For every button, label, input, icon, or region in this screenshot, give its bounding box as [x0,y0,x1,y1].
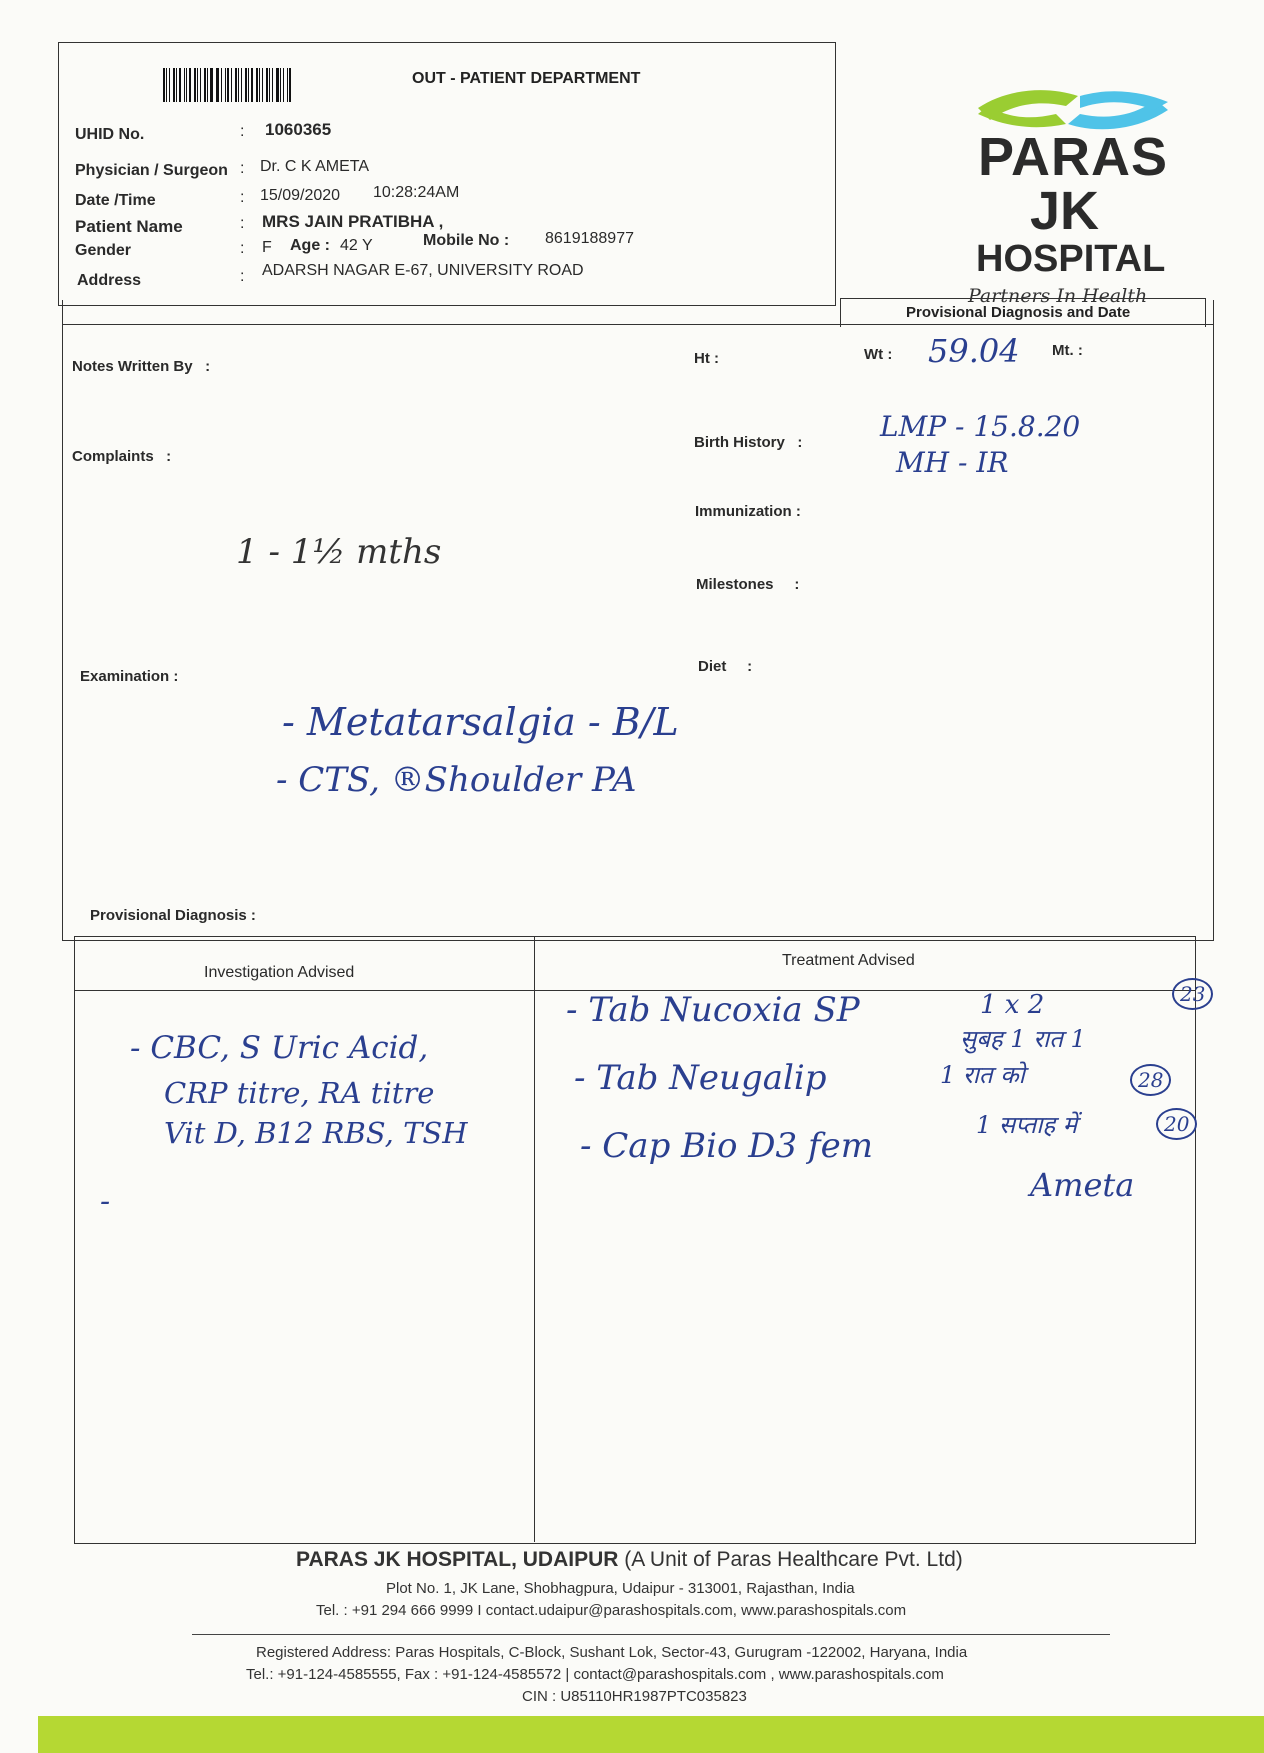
handwritten-investigation-3: Vit D, B12 RBS, TSH [164,1116,468,1150]
gender-label: Gender [75,242,132,259]
handwritten-treatment-3-hindi: 1 सप्ताह में [976,1111,1078,1139]
barcode-bar [227,68,229,102]
logo-tagline: Partners In Health [968,285,1148,307]
footer-title-rest: (A Unit of Paras Healthcare Pvt. Ltd) [618,1548,963,1571]
handwritten-complaint: 1 - 1½ mths [236,532,442,572]
barcode-bar [207,68,208,102]
mt-label: Mt. : [1052,342,1083,359]
handwritten-treatment-1-dose: 1 x 2 [980,990,1045,1020]
colon: : [240,189,245,206]
footer-registered: Registered Address: Paras Hospitals, C-Block, Sushant Lok, Sector-43, Gurugram -122002, Haryana, India [256,1644,968,1661]
patient-name-label: Patient Name [75,217,183,236]
barcode-bar [225,68,226,102]
handwritten-birth-history-1: LMP - 15.8.20 [880,410,1081,443]
provisional-diagnosis-label: Provisional Diagnosis : [90,907,256,924]
physician-value: Dr. C K AMETA [260,158,370,175]
barcode-bar [283,68,284,102]
barcode-bar [248,68,249,102]
footer-divider [192,1634,1110,1635]
footer-title [296,1548,963,1572]
barcode-bar [262,68,263,102]
barcode-bar [235,68,238,102]
mobile-value: 8619188977 [545,230,634,247]
mobile-label: Mobile No : [423,232,510,249]
barcode-bar [184,68,185,102]
colon: : [240,240,245,257]
time-value: 10:28:24AM [373,184,460,201]
handwritten-treatment-3-days: 20 [1156,1108,1197,1140]
barcode-bar [266,68,268,102]
ht-label: Ht : [694,350,719,367]
barcode-bar [197,68,198,102]
barcode-bar [289,68,291,102]
uhid-value: 1060365 [265,120,332,139]
barcode-bar [179,68,181,102]
date-value: 15/09/2020 [260,187,341,204]
milestones-label: Milestones : [696,576,800,593]
age-value: 42 Y [340,237,373,254]
address-label: Address [77,272,142,289]
immunization-label: Immunization : [695,503,801,520]
handwritten-investigation-2: CRP titre, RA titre [164,1076,435,1110]
colon: : [240,215,245,232]
barcode-bar [217,68,219,102]
datetime-label: Date /Time [75,192,156,209]
footer-title-bold: PARAS JK HOSPITAL, UDAIPUR [296,1548,619,1571]
handwritten-investigation-dash: - [100,1184,111,1219]
handwritten-signature: Ameta [1030,1166,1135,1204]
handwritten-treatment-2: - Tab Neugalip [574,1058,827,1098]
handwritten-treatment-1-days: 23 [1172,978,1213,1010]
barcode-bar [272,68,273,102]
footer-contact: Tel. : +91 294 666 9999 I contact.udaipur@parashospitals.com, www.parashospitals.com [316,1602,907,1619]
barcode-bar [163,68,165,102]
barcode-bar [194,68,197,102]
logo-line1: PARAS [978,127,1169,187]
footer-cin: CIN : U85110HR1987PTC035823 [522,1688,747,1705]
barcode-bar [189,68,191,102]
logo-line2: JK [1030,181,1100,241]
barcode-bar [276,68,279,102]
footer-bar [38,1716,1264,1753]
barcode-bar [241,68,242,102]
barcode-bar [238,68,239,102]
birth-history-label: Birth History : [694,434,803,451]
handwritten-treatment-1: - Tab Nucoxia SP [566,990,860,1030]
colon: : [240,160,245,177]
address-value: ADARSH NAGAR E-67, UNIVERSITY ROAD [262,262,584,279]
handwritten-exam-2: - CTS, ®Shoulder PA [276,760,637,800]
patient-name-value: MRS JAIN PRATIBHA , [262,212,444,231]
handwritten-exam-1: - Metatarsalgia - B/L [282,700,679,744]
barcode-bar [245,68,247,102]
notes-written-by-label: Notes Written By : [72,358,211,375]
treatment-advised-header: Treatment Advised [782,952,915,969]
advice-divider [534,936,535,1542]
barcode-bar [287,68,288,102]
provisional-diagnosis-header: Provisional Diagnosis and Date [906,304,1131,321]
barcode-bar [173,68,176,102]
handwritten-treatment-2-hindi: 1 रात को [940,1061,1025,1089]
handwritten-treatment-3: - Cap Bio D3 fem [580,1126,873,1166]
handwritten-treatment-1-hindi: सुबह 1 रात 1 [960,1025,1086,1053]
barcode-bar [166,68,167,102]
handwritten-birth-history-2: MH - IR [896,446,1009,479]
barcode-bar [259,68,260,102]
barcode-bar [231,68,232,102]
colon: : [240,123,245,140]
barcode-bar [251,68,253,102]
barcode-bar [280,68,282,102]
age-label: Age : [290,237,330,254]
barcode-bar [200,68,201,102]
physician-label: Physician / Surgeon [75,162,228,179]
barcode-bar [176,68,177,102]
barcode-bar [186,68,187,102]
diet-label: Diet : [698,658,753,675]
handwritten-treatment-2-days: 28 [1130,1064,1171,1096]
barcode-bar [221,68,222,102]
barcode-bar [269,68,270,102]
footer-reg-contact: Tel.: +91-124-4585555, Fax : +91-124-4585572 | contact@parashospitals.com , www.parashospitals.com [246,1666,944,1683]
department-title: OUT - PATIENT DEPARTMENT [412,70,641,87]
main-form-box [62,300,1214,941]
footer-address: Plot No. 1, JK Lane, Shobhagpura, Udaipur - 313001, Rajasthan, India [386,1580,855,1597]
barcode-bar [216,68,217,102]
barcode-bar [256,68,259,102]
barcode-bar [204,68,206,102]
handwritten-weight: 59.04 [928,332,1020,370]
examination-label: Examination : [80,668,179,685]
barcode-bar [169,68,170,102]
uhid-label: UHID No. [75,126,145,143]
handwritten-investigation-1: - CBC, S Uric Acid, [130,1030,429,1066]
barcode [163,68,293,102]
colon: : [240,268,245,285]
complaints-label: Complaints : [72,448,172,465]
gender-value: F [262,239,272,256]
investigation-advised-header: Investigation Advised [204,964,355,981]
wt-label: Wt : [864,346,893,363]
barcode-bar [210,68,213,102]
logo-line3: HOSPITAL [976,238,1166,280]
